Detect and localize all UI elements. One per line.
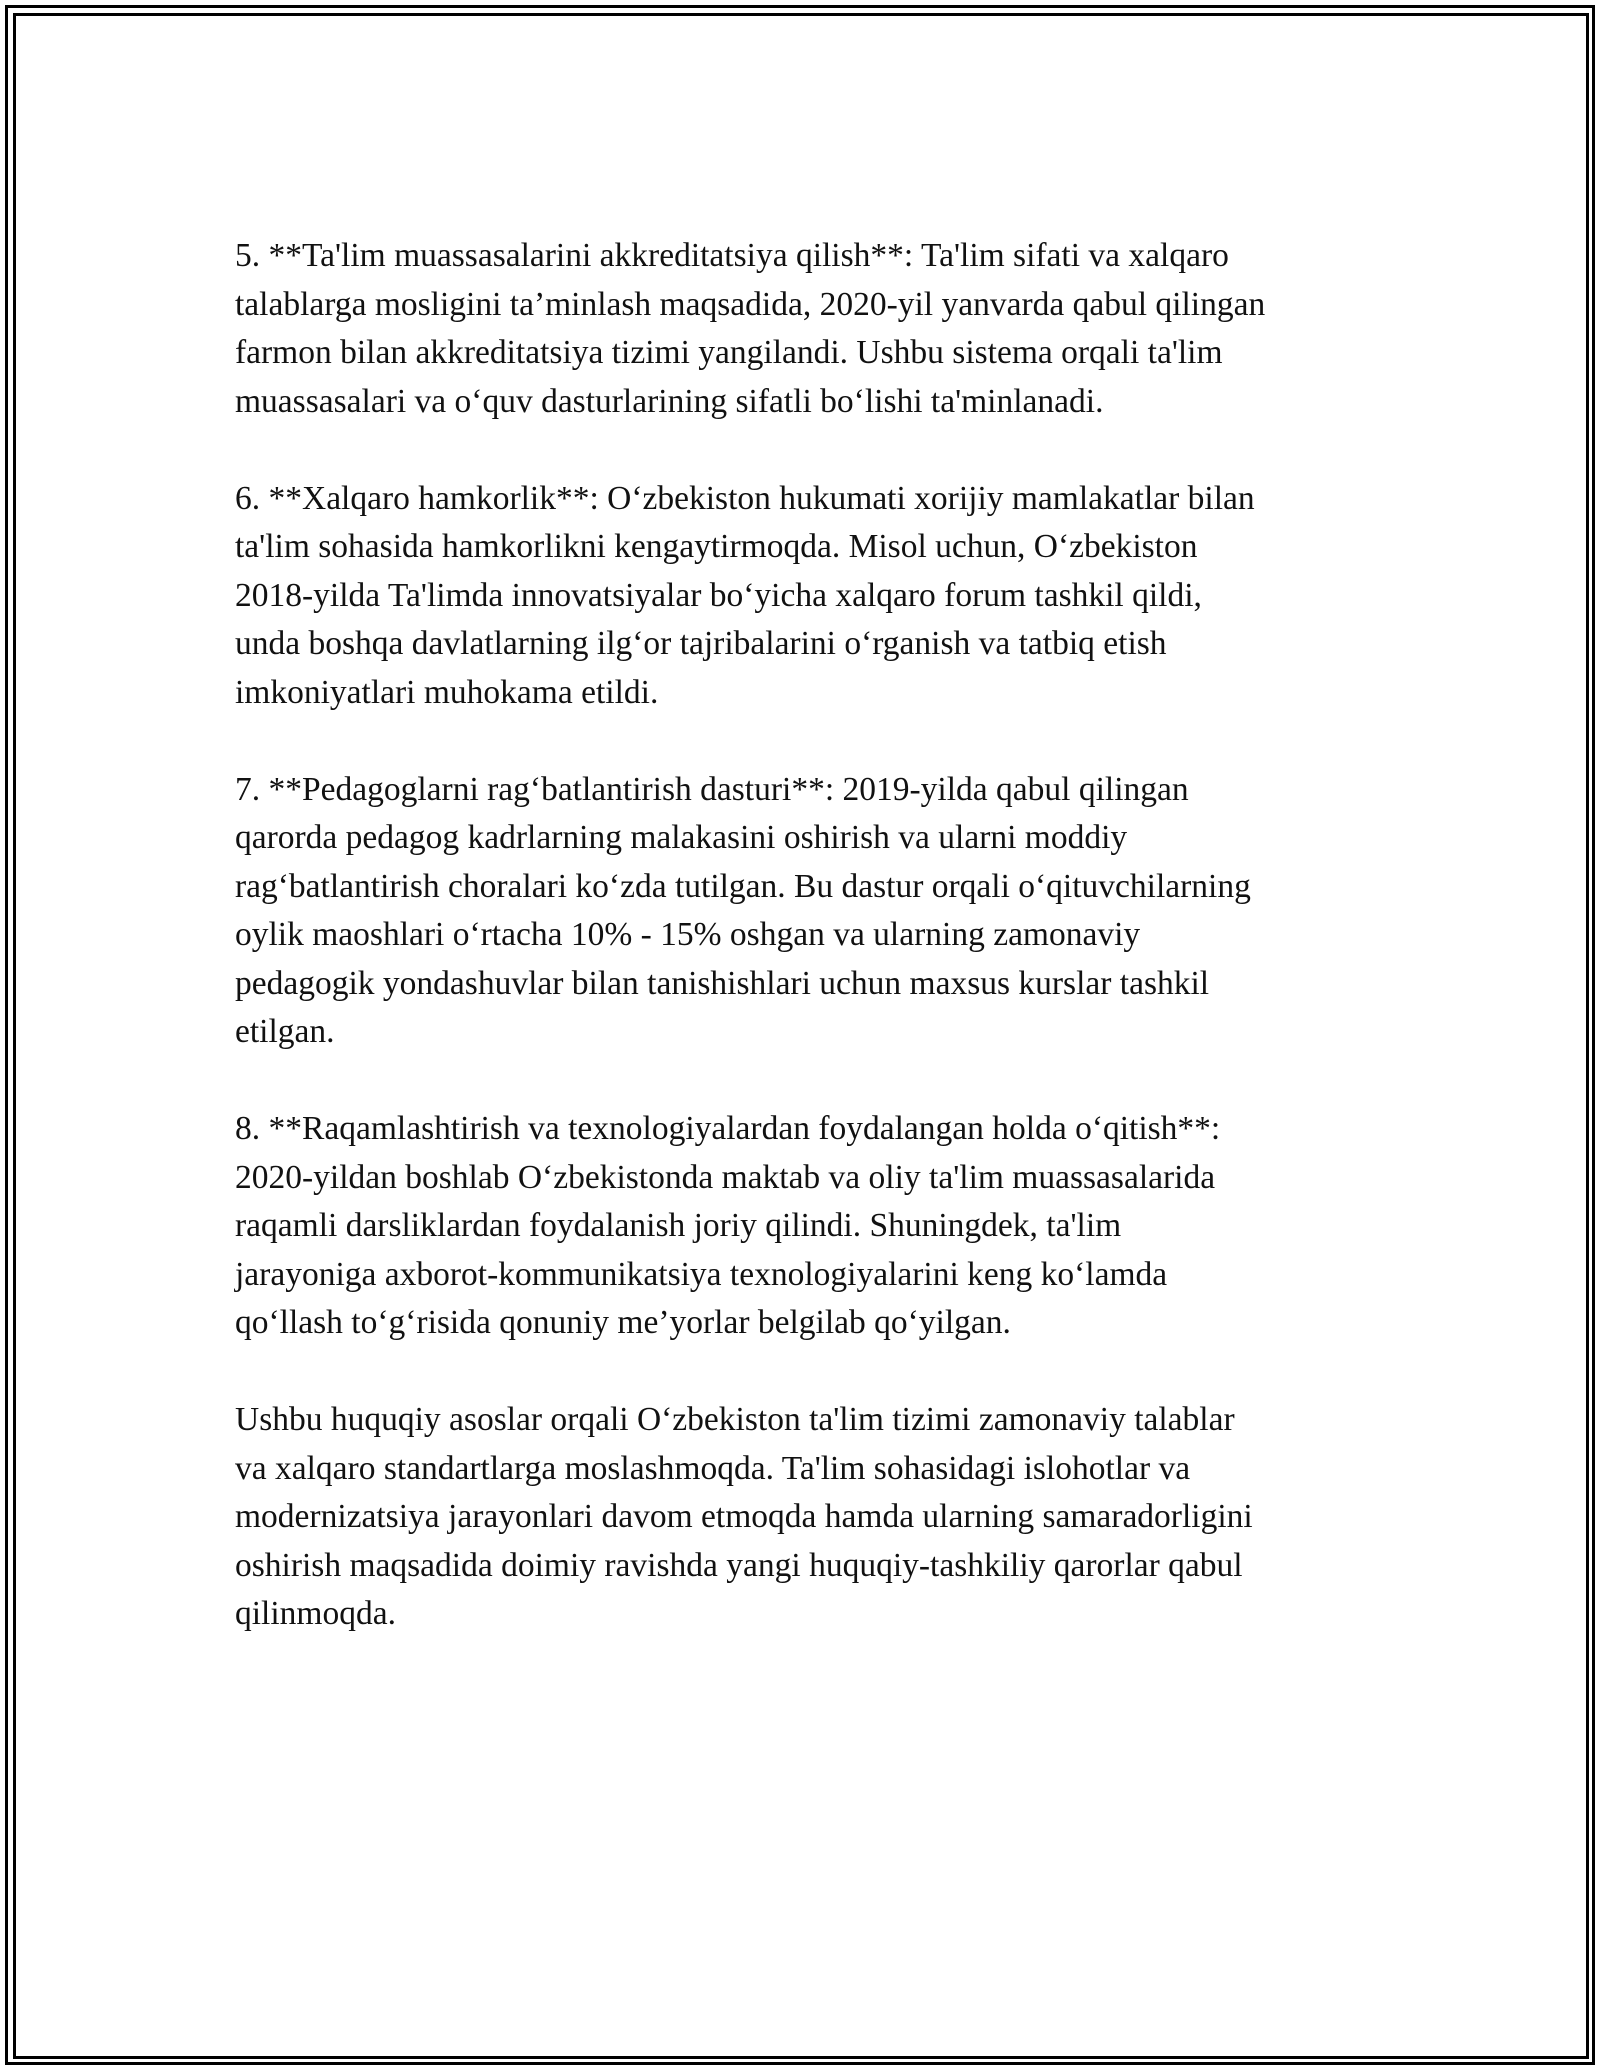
paragraph-item-7-teacher-incentives: 7. **Pedagoglarni rag‘batlantirish dasturi**: 2019-yilda qabul qilingan qarorda pedagog kadrlarning malakasini oshirish va ularni moddiy rag‘batlantirish choralari ko‘zda tutilgan. Bu dastur orqali o‘qituvchilarning oylik maoshlari o‘rtacha 10% - 15% oshgan va ularning zamonaviy pedagogik yondashuvlar bilan tanishishlari uchun maxsus kurslar tashkil etilgan. <box>235 770 1251 1050</box>
document-body <box>235 232 1385 1639</box>
paragraph-item-5-accreditation: 5. **Ta'lim muassasalarini akkreditatsiya qilish**: Ta'lim sifati va xalqaro talablarga mosligini ta’minlash maqsadida, 2020-yil yanvarda qabul qilingan farmon bilan akkreditatsiya tizimi yangilandi. Ushbu sistema orqali ta'lim muassasalari va o‘quv dasturlarining sifatli bo‘lishi ta'minlanadi. <box>235 237 1266 420</box>
paragraph-item-6-international-cooperation: 6. **Xalqaro hamkorlik**: O‘zbekiston hukumati xorijiy mamlakatlar bilan ta'lim sohasida hamkorlikni kengaytirmoqda. Misol uchun, O‘zbekiston 2018-yilda Ta'limda innovatsiyalar bo‘yicha xalqaro forum tashkil qildi, unda boshqa davlatlarning ilg‘or tajribalarini o‘rganish va tatbiq etish imkoniyatlari muhokama etildi. <box>235 479 1255 711</box>
paragraph-conclusion: Ushbu huquqiy asoslar orqali O‘zbekiston ta'lim tizimi zamonaviy talablar va xalqaro standartlarga moslashmoqda. Ta'lim sohasidagi islohotlar va modernizatsiya jarayonlari davom etmoqda hamda ularning samaradorligini oshirish maqsadida doimiy ravishda yangi huquqiy-tashkiliy qarorlar qabul qilinmoqda. <box>235 1401 1253 1632</box>
paragraph-item-8-digitalization: 8. **Raqamlashtirish va texnologiyalardan foydalangan holda o‘qitish**: 2020-yildan boshlab O‘zbekistonda maktab va oliy ta'lim muassasalarida raqamli darsliklardan foydalanish joriy qilindi. Shuningdek, ta'lim jarayoniga axborot-kommunikatsiya texnologiyalarini keng ko‘lamda qo‘llash to‘g‘risida qonuniy me’yorlar belgilab qo‘yilgan. <box>235 1110 1221 1341</box>
